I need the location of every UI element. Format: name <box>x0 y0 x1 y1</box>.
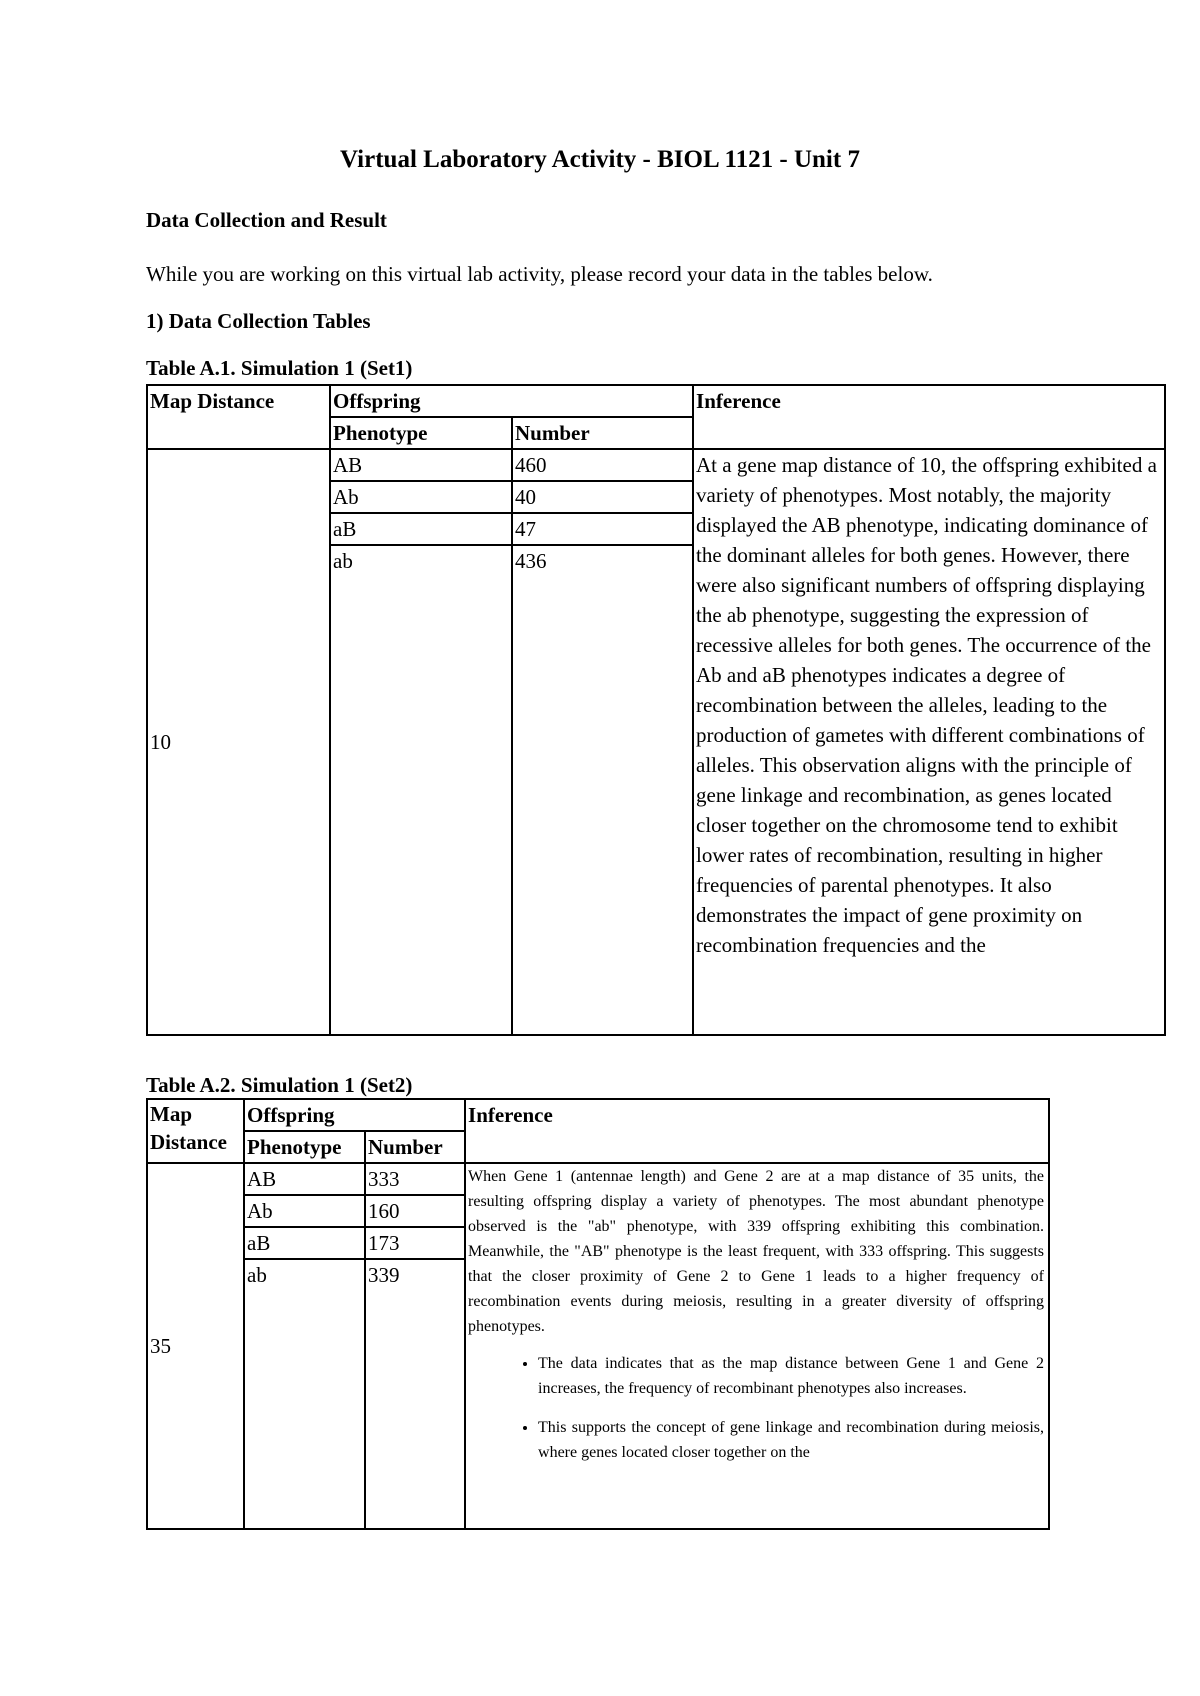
number-cell: 173 <box>365 1227 465 1259</box>
number-cell: 40 <box>512 481 693 513</box>
header-map-distance: Map Distance <box>147 1099 244 1163</box>
phenotype-cell: aB <box>330 513 512 545</box>
phenotype-cell: ab <box>244 1259 365 1529</box>
phenotype-cell: ab <box>330 545 512 1035</box>
phenotype-cell: Ab <box>244 1195 365 1227</box>
phenotype-cell: AB <box>244 1163 365 1195</box>
header-phenotype: Phenotype <box>244 1131 365 1163</box>
intro-text: While you are working on this virtual lab activity, please record your data in the tables below. <box>146 262 933 286</box>
map-distance-value: 35 <box>147 1163 244 1529</box>
phenotype-cell: Ab <box>330 481 512 513</box>
header-offspring: Offspring <box>244 1099 465 1131</box>
bullet-item: • This supports the concept of gene linkage and recombination during meiosis, where genes located closer together on the <box>538 1415 1044 1465</box>
table2-caption: Table A.2. Simulation 1 (Set2) <box>146 1073 413 1097</box>
inference-bullets <box>468 1351 1044 1465</box>
header-offspring: Offspring <box>330 385 693 417</box>
table-simulation1-set2 <box>146 1098 1050 1530</box>
header-map-distance: Map Distance <box>147 385 330 449</box>
inference-text: At a gene map distance of 10, the offspring exhibited a variety of phenotypes. Most notably, the majority displayed the AB phenotype, indicating dominance of the dominant alleles for both genes. However, there were also significant numbers of offspring displaying the ab phenotype, suggesting the expression of recessive alleles for both genes. The occurrence of the Ab and aB phenotypes indicates a degree of recombination between the alleles, leading to the production of gametes with different combinations of alleles. This observation aligns with the principle of gene linkage and recombination, as genes located closer together on the chromosome tend to exhibit lower rates of recombination, resulting in higher frequencies of parental phenotypes. It also demonstrates the impact of gene proximity on recombination frequencies and the <box>693 449 1165 1035</box>
header-inference: Inference <box>465 1099 1049 1163</box>
table1-caption: Table A.1. Simulation 1 (Set1) <box>146 356 413 380</box>
inference-text: When Gene 1 (antennae length) and Gene 2 are at a map distance of 35 units, the resulting offspring display a variety of phenotypes. The most abundant phenotype observed is the "ab" phenotype, with 339 offspring exhibiting this combination. Meanwhile, the "AB" phenotype is the least frequent, with 333 offspring. This suggests that the closer proximity of Gene 2 to Gene 1 leads to a higher frequency of recombination events during meiosis, resulting in a greater diversity of offspring phenotypes. <box>468 1168 1045 1335</box>
number-cell: 333 <box>365 1163 465 1195</box>
header-inference: Inference <box>693 385 1165 449</box>
header-number: Number <box>365 1131 465 1163</box>
page-title: Virtual Laboratory Activity - BIOL 1121 - Unit 7 <box>340 146 860 173</box>
header-phenotype: Phenotype <box>330 417 512 449</box>
inference-cell <box>465 1163 1049 1529</box>
number-cell: 460 <box>512 449 693 481</box>
number-cell: 47 <box>512 513 693 545</box>
phenotype-cell: AB <box>330 449 512 481</box>
subsection-heading: 1) Data Collection Tables <box>146 309 371 333</box>
number-cell: 160 <box>365 1195 465 1227</box>
table-simulation1-set1 <box>146 384 1166 1036</box>
header-number: Number <box>512 417 693 449</box>
map-distance-value: 10 <box>147 449 330 1035</box>
number-cell: 436 <box>512 545 693 1035</box>
number-cell: 339 <box>365 1259 465 1529</box>
phenotype-cell: aB <box>244 1227 365 1259</box>
bullet-item: • The data indicates that as the map distance between Gene 1 and Gene 2 increases, the frequency of recombinant phenotypes also increases. <box>538 1351 1044 1401</box>
section-heading: Data Collection and Result <box>146 208 387 232</box>
